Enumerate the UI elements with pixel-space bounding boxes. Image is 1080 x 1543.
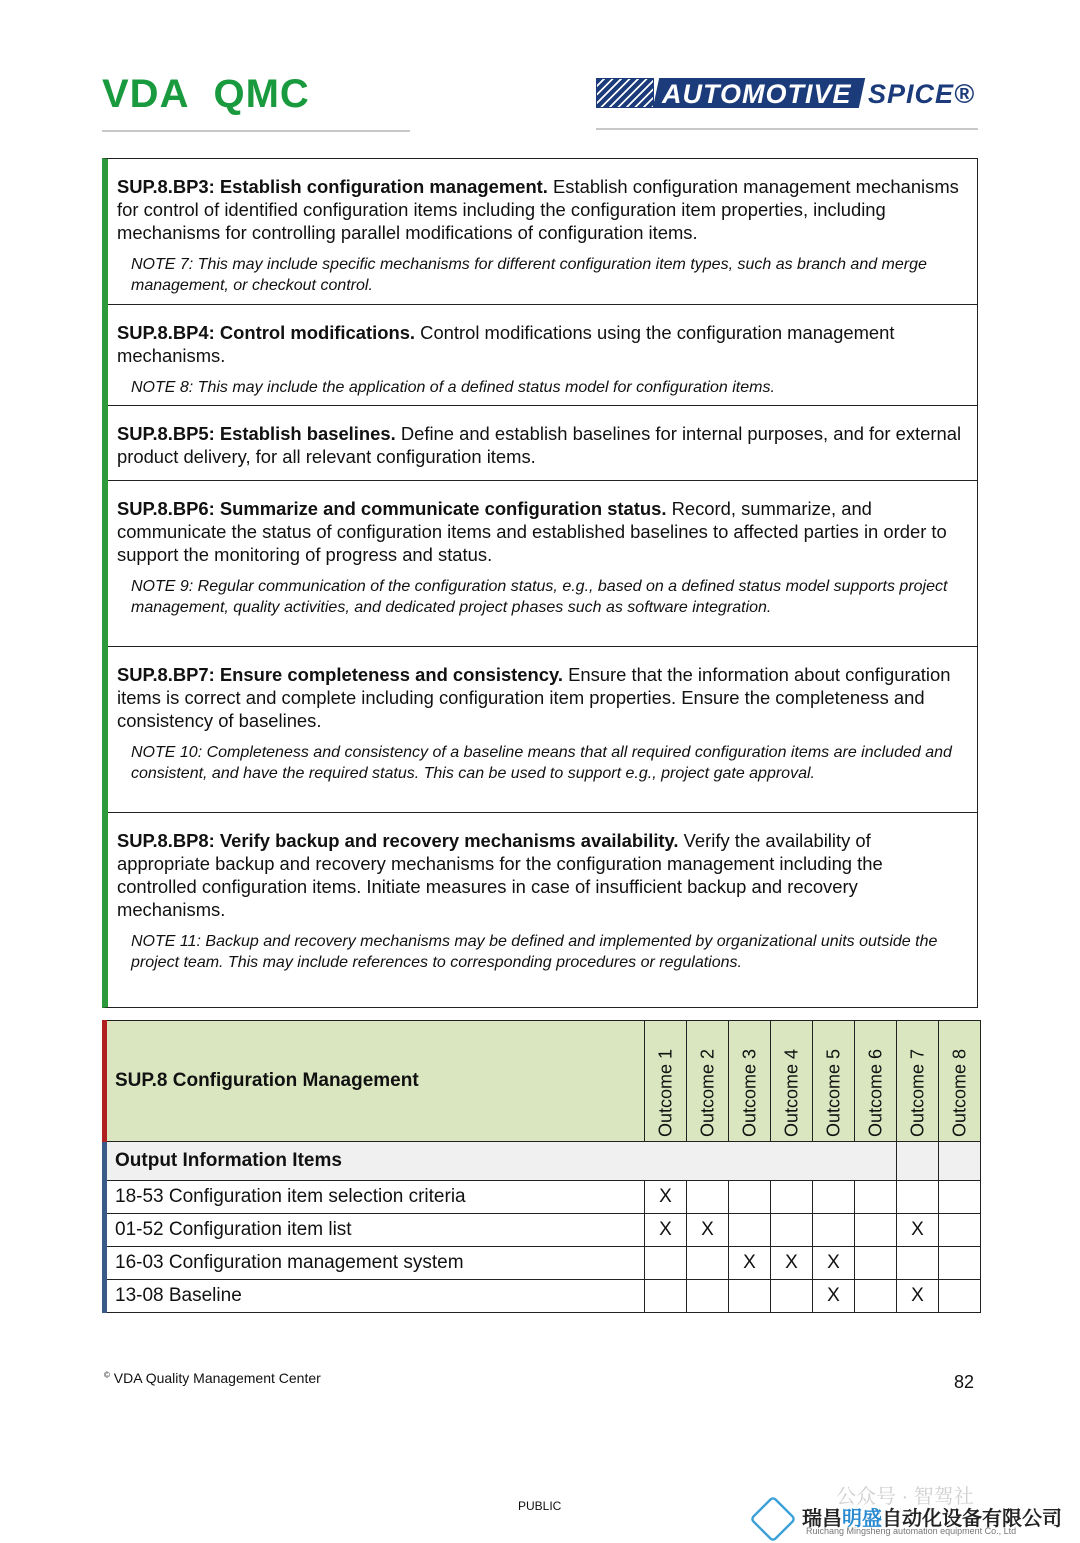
mark-cell — [729, 1181, 771, 1214]
practice-text — [117, 829, 967, 921]
spice-logo-automotive: AUTOMOTIVE — [662, 79, 852, 109]
section-blank-cell — [897, 1142, 939, 1181]
practice-note: NOTE 9: Regular communication of the configuration status, e.g., based on a defined status model supports project management, quality activities, and dedicated project phases such as software integration. — [131, 578, 948, 616]
practice-bp3 — [108, 159, 977, 305]
mark-cell — [687, 1181, 729, 1214]
table-row — [105, 1181, 981, 1214]
practice-bp6 — [108, 481, 977, 647]
practice-text — [117, 497, 967, 566]
outcome-header — [729, 1021, 771, 1142]
outcome-header — [771, 1021, 813, 1142]
mark-cell — [687, 1280, 729, 1313]
mark-cell: X — [897, 1214, 939, 1247]
outcome-header-label: Outcome 4 — [781, 1048, 801, 1137]
mark-cell — [855, 1181, 897, 1214]
practice-body: Verify the availability of appropriate backup and recovery mechanisms for the configuration management including the controlled configuration items. Initiate measures in case of insufficient backup and recovery mechanisms. — [117, 830, 883, 920]
section-blank-cell — [855, 1142, 897, 1181]
outcome-header — [897, 1021, 939, 1142]
classification-label: PUBLIC — [518, 1499, 562, 1513]
mark-cell — [645, 1280, 687, 1313]
wechat-watermark-text: 公众号 · 智驾社 — [836, 1486, 974, 1508]
practice-note: NOTE 10: Completeness and consistency of a baseline means that all required configuration items are included and consistent, and have the required status. This can be used to support e.g., project gate approval. — [131, 744, 952, 782]
mark-cell: X — [897, 1280, 939, 1313]
automotive-spice-logo — [596, 76, 976, 110]
header-divider-right — [596, 128, 978, 130]
mark-cell — [939, 1247, 981, 1280]
practice-bp8 — [108, 813, 977, 1007]
practice-note: NOTE 8: This may include the application of a defined status model for configuration items. — [131, 379, 775, 396]
row-item-label: 16-03 Configuration management system — [105, 1247, 645, 1280]
practice-text — [117, 663, 967, 732]
practice-body: Ensure that the information about configuration items is correct and complete including configuration item properties. Ensure the completeness and consistency of baselines. — [117, 664, 951, 731]
company-watermark — [752, 1482, 1080, 1542]
mark-cell — [939, 1280, 981, 1313]
spice-flag-icon — [596, 78, 654, 108]
practice-body: Record, summarize, and communicate the status of configuration items and established baselines to affected parties in order to support the monitoring of progress and status. — [117, 498, 947, 565]
practice-note: NOTE 11: Backup and recovery mechanisms may be defined and implemented by organizational units outside the project team. This may include references to corresponding procedures or regulations. — [131, 933, 938, 971]
section-label: Output Information Items — [105, 1142, 855, 1181]
practice-body: Establish configuration management mechanisms for control of identified configuration items including the configuration item properties, including mechanisms for controlling parallel modifications of configuration items. — [117, 176, 959, 243]
copyright-text: VDA Quality Management Center — [113, 1370, 321, 1386]
mark-cell — [813, 1181, 855, 1214]
page-number: 82 — [954, 1372, 975, 1392]
table-row — [105, 1280, 981, 1313]
mark-cell — [897, 1181, 939, 1214]
mark-cell: X — [687, 1214, 729, 1247]
outcome-header-label: Outcome 2 — [697, 1048, 717, 1137]
outcome-header-label: Outcome 6 — [865, 1048, 885, 1137]
mark-cell: X — [813, 1247, 855, 1280]
practice-bp4 — [108, 305, 977, 406]
table-section-row — [105, 1142, 981, 1181]
outcome-header-label: Outcome 3 — [739, 1048, 759, 1137]
practice-title: SUP.8.BP3: Establish configuration management. — [117, 176, 548, 197]
practice-body: Control modifications using the configuration management mechanisms. — [117, 322, 895, 366]
mark-cell: X — [645, 1214, 687, 1247]
table-header-row — [105, 1021, 981, 1142]
copyright-symbol: © — [104, 1370, 110, 1380]
mark-cell — [771, 1181, 813, 1214]
section-blank-cell — [939, 1142, 981, 1181]
row-item-label: 18-53 Configuration item selection criteria — [105, 1181, 645, 1214]
table-title: SUP.8 Configuration Management — [105, 1021, 645, 1142]
vda-qmc-logo — [102, 72, 310, 117]
mark-cell — [855, 1247, 897, 1280]
outcome-header-label: Outcome 8 — [949, 1048, 969, 1137]
mark-cell — [729, 1280, 771, 1313]
outcome-header-label: Outcome 5 — [823, 1048, 843, 1137]
mark-cell — [939, 1214, 981, 1247]
mark-cell: X — [771, 1247, 813, 1280]
mark-cell — [897, 1247, 939, 1280]
mark-cell — [855, 1214, 897, 1247]
practice-title: SUP.8.BP7: Ensure completeness and consistency. — [117, 664, 563, 685]
mark-cell: X — [645, 1181, 687, 1214]
company-logo-icon — [749, 1495, 797, 1543]
qmc-logo-text: QMC — [213, 72, 310, 116]
practice-title: SUP.8.BP8: Verify backup and recovery mechanisms availability. — [117, 830, 679, 851]
outcome-header — [813, 1021, 855, 1142]
base-practices-box — [102, 158, 978, 1008]
outcome-header — [645, 1021, 687, 1142]
mark-cell — [939, 1181, 981, 1214]
mark-cell — [771, 1280, 813, 1313]
company-name-cn-c: 自动化设备有限公司 — [882, 1508, 1062, 1530]
table-row — [105, 1247, 981, 1280]
practice-bp5 — [108, 406, 977, 481]
outcome-header — [687, 1021, 729, 1142]
row-item-label: 01-52 Configuration item list — [105, 1214, 645, 1247]
mark-cell — [645, 1247, 687, 1280]
spice-logo-spice: SPICE® — [868, 79, 975, 109]
mark-cell — [729, 1214, 771, 1247]
outcome-header-label: Outcome 1 — [655, 1048, 675, 1137]
mark-cell — [687, 1247, 729, 1280]
outcome-header-label: Outcome 7 — [907, 1048, 927, 1137]
row-item-label: 13-08 Baseline — [105, 1280, 645, 1313]
mark-cell — [771, 1214, 813, 1247]
practice-body: Define and establish baselines for internal purposes, and for external product delivery, for all relevant configuration items. — [117, 423, 962, 467]
mark-cell — [855, 1280, 897, 1313]
practice-text — [117, 321, 967, 367]
table-row — [105, 1214, 981, 1247]
mark-cell: X — [813, 1280, 855, 1313]
vda-logo-text: VDA — [102, 72, 190, 116]
company-name-cn-a: 瑞昌 — [802, 1508, 842, 1530]
practice-title: SUP.8.BP5: Establish baselines. — [117, 423, 396, 444]
practice-text — [117, 175, 967, 244]
practice-bp7 — [108, 647, 977, 813]
mark-cell: X — [729, 1247, 771, 1280]
company-name-cn-b: 明盛 — [842, 1508, 882, 1530]
outcome-mapping-table — [102, 1020, 981, 1313]
mark-cell — [813, 1214, 855, 1247]
practice-note: NOTE 7: This may include specific mechanisms for different configuration item types, such as branch and merge management, or checkout control. — [131, 256, 927, 294]
outcome-header — [939, 1021, 981, 1142]
practice-text — [117, 422, 967, 468]
company-name-en: Ruichang Mingsheng automation equipment Co., Ltd — [806, 1526, 1017, 1536]
outcome-header — [855, 1021, 897, 1142]
copyright-notice — [104, 1370, 321, 1386]
practice-title: SUP.8.BP6: Summarize and communicate configuration status. — [117, 498, 667, 519]
header-divider-left — [102, 130, 410, 132]
practice-title: SUP.8.BP4: Control modifications. — [117, 322, 416, 343]
